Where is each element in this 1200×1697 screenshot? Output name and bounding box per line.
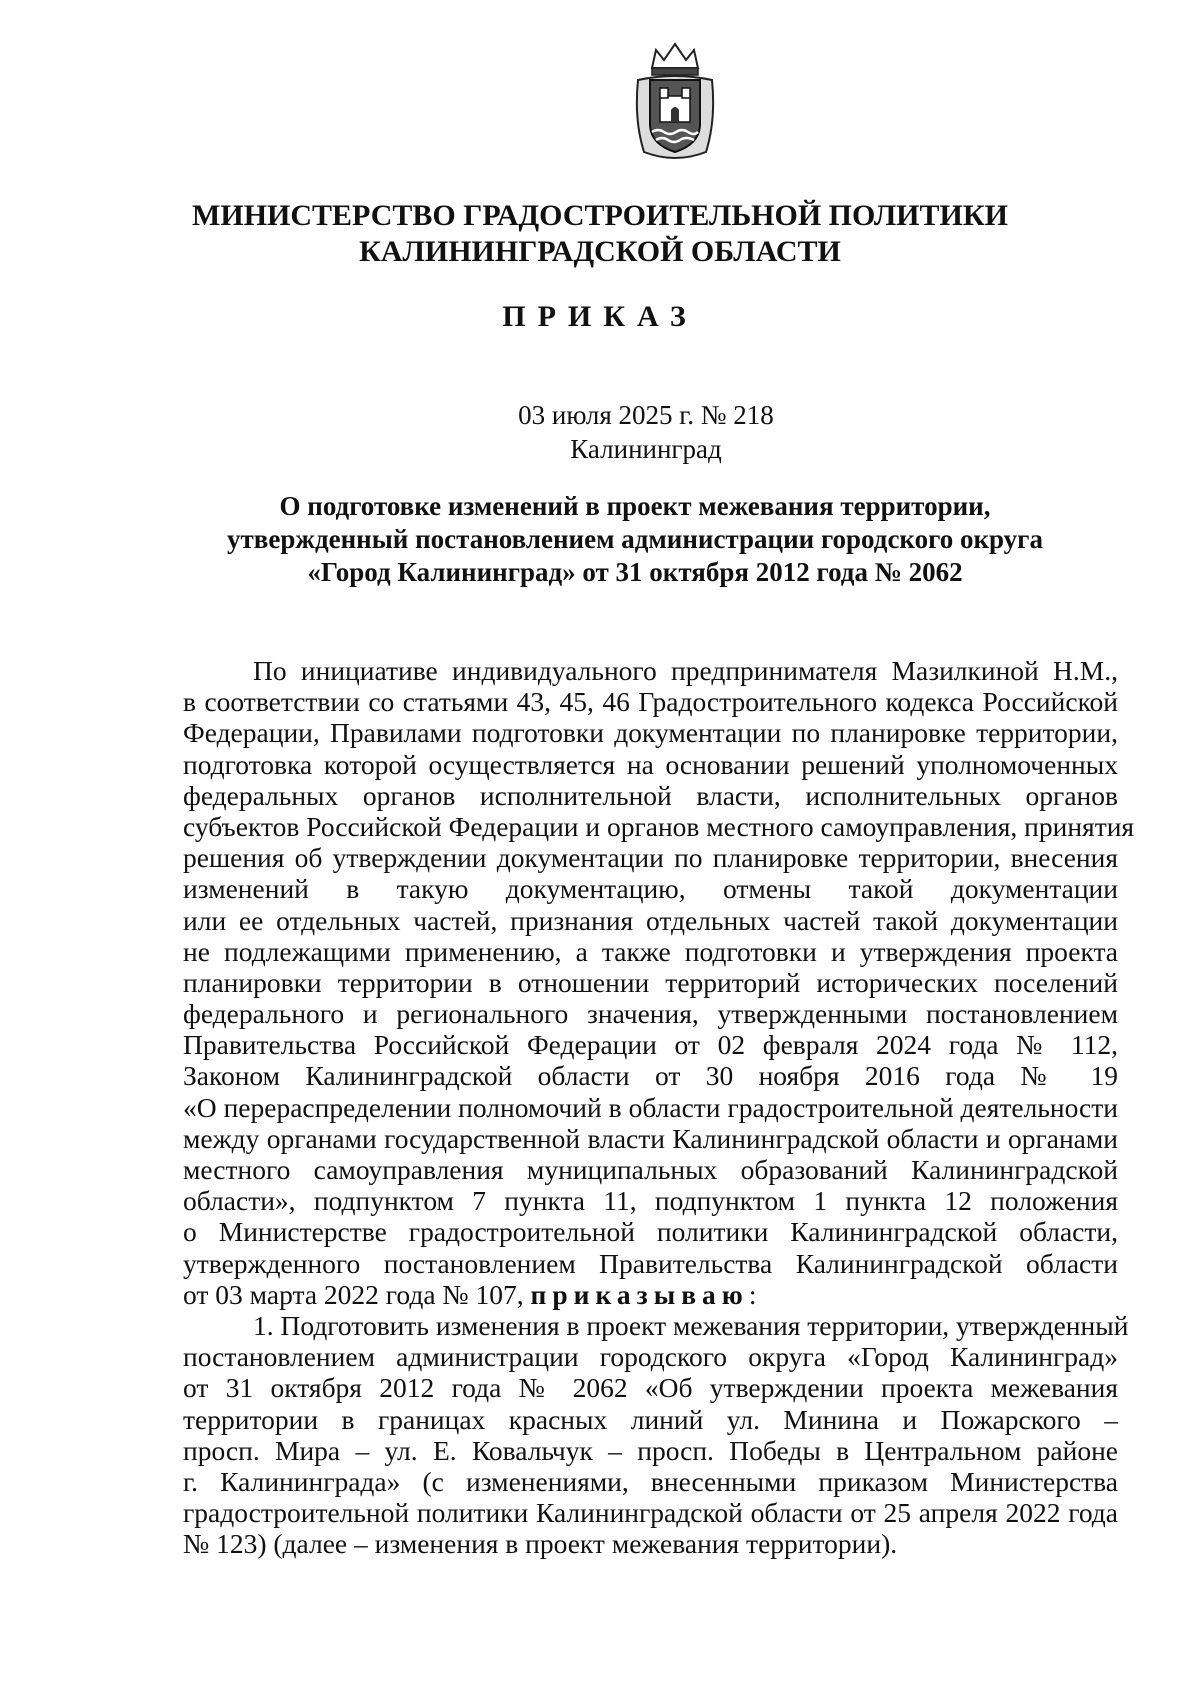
- ministry-line-1: МИНИСТЕРСТВО ГРАДОСТРОИТЕЛЬНОЙ ПОЛИТИКИ: [192, 199, 1008, 232]
- body-line: «О перераспределении полномочий в области градостроительной деятельности: [183, 1091, 1118, 1123]
- ministry-name: [0, 198, 1200, 270]
- body-line: территории в границах красных линий ул. Минина и Пожарского –: [183, 1403, 1118, 1435]
- subject-line-3: «Город Калининград» от 31 октября 2012 года № 2062: [307, 557, 963, 587]
- order-clause-prefix: от 03 марта 2022 года № 107,: [183, 1278, 524, 1310]
- body-line: постановлением администрации городского округа «Город Калининград»: [183, 1341, 1118, 1373]
- body-line: изменений в такую документацию, отмены такой документации: [183, 873, 1118, 905]
- order-subject: [170, 490, 1100, 589]
- body-line: между органами государственной власти Калининградской области и органами: [183, 1122, 1118, 1154]
- subject-line-1: О подготовке изменений в проект межевания территории,: [279, 491, 991, 521]
- body-line: федерального и регионального значения, утвержденными постановлением: [183, 998, 1118, 1030]
- body-line: или ее отдельных частей, признания отдельных частей такой документации: [183, 904, 1118, 936]
- city: Калининград: [570, 434, 722, 464]
- subject-line-2: утвержденный постановлением администрации городского округа: [227, 524, 1043, 554]
- order-clause-suffix: :: [748, 1278, 757, 1310]
- body-line: Законом Калининградской области от 30 ноября 2016 года № 19: [183, 1060, 1118, 1092]
- body-line: федеральных органов исполнительной власти, исполнительных органов: [183, 779, 1118, 811]
- date-number: 03 июля 2025 г. № 218: [518, 400, 774, 430]
- document-body: [183, 655, 1135, 1560]
- ministry-line-2: КАЛИНИНГРАДСКОЙ ОБЛАСТИ: [359, 235, 841, 268]
- body-line: области», подпунктом 7 пункта 11, подпунктом 1 пункта 12 положения: [183, 1185, 1118, 1217]
- body-line: 1. Подготовить изменения в проект межевания территории, утвержденный: [253, 1309, 1129, 1341]
- body-line: № 123) (далее – изменения в проект межевания территории).: [183, 1528, 898, 1560]
- body-line: Правительства Российской Федерации от 02 февраля 2024 года № 112,: [183, 1029, 1118, 1061]
- body-line: в соответствии со статьями 43, 45, 46 Градостроительного кодекса Российской: [183, 686, 1118, 718]
- body-line: Федерации, Правилами подготовки документации по планировке территории,: [183, 717, 1118, 749]
- body-line: По инициативе индивидуального предпринимателя Мазилкиной Н.М.,: [253, 655, 1118, 686]
- order-clause-emphasis: приказываю: [530, 1278, 749, 1310]
- body-line: местного самоуправления муниципальных образований Калининградской: [183, 1154, 1118, 1185]
- date-number-block: [496, 398, 796, 466]
- body-line: субъектов Российской Федерации и органов местного самоуправления, принятия: [183, 810, 1135, 842]
- kaliningrad-coat-of-arms-icon: [630, 40, 720, 165]
- document-type: ПРИКАЗ: [502, 300, 698, 333]
- body-line-order-clause: [183, 1279, 1118, 1310]
- body-line: г. Калининграда» (с изменениями, внесенными приказом Министерства: [183, 1465, 1118, 1497]
- body-line: градостроительной политики Калининградской области от 25 апреля 2022 года: [183, 1497, 1118, 1529]
- body-line: планировки территории в отношении территорий исторических поселений: [183, 966, 1118, 998]
- body-line: утвержденного постановлением Правительства Калининградской области: [183, 1247, 1118, 1279]
- body-line: подготовка которой осуществляется на основании решений уполномоченных: [183, 748, 1118, 780]
- body-line: не подлежащими применению, а также подготовки и утверждения проекта: [183, 935, 1118, 967]
- body-line: просп. Мира – ул. Е. Ковальчук – просп. Победы в Центральном районе: [183, 1434, 1118, 1466]
- body-line: решения об утверждении документации по планировке территории, внесения: [183, 842, 1118, 874]
- body-line: от 31 октября 2012 года № 2062 «Об утверждении проекта межевания: [183, 1372, 1118, 1404]
- body-line: о Министерстве градостроительной политики Калининградской области,: [183, 1216, 1118, 1248]
